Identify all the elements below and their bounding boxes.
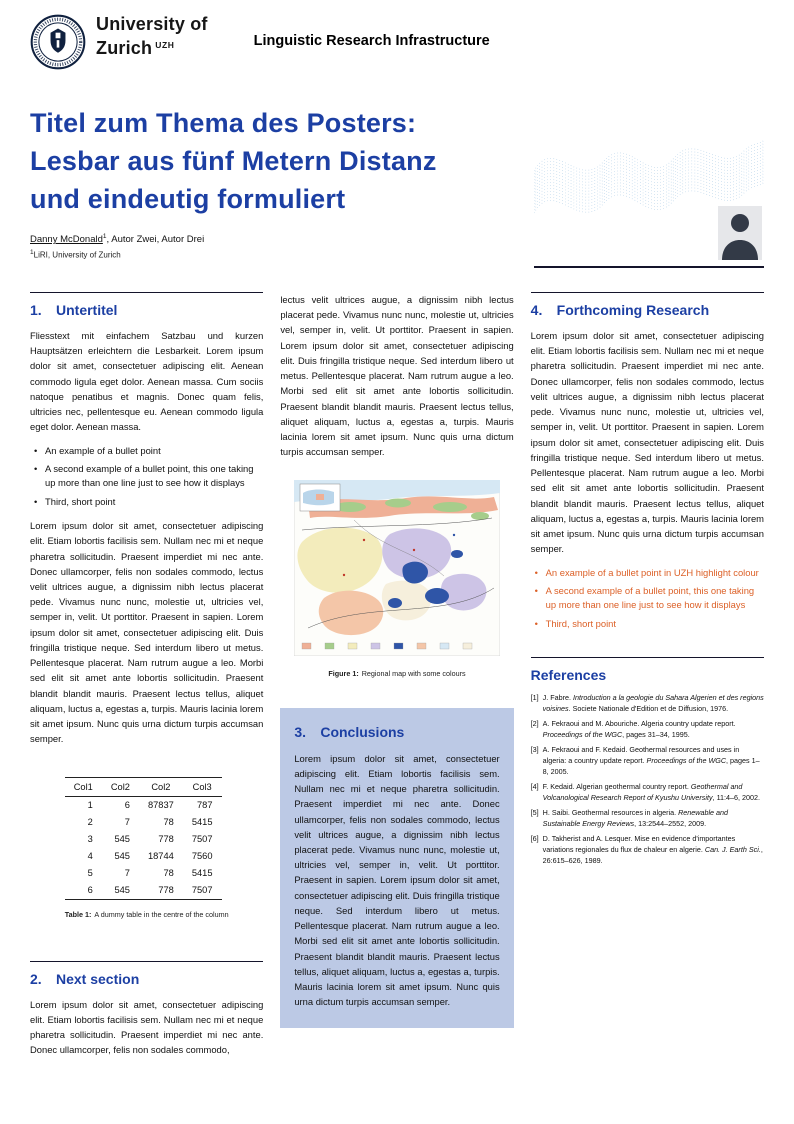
column-2: [280, 292, 513, 1058]
table-caption-label: Table 1:: [64, 909, 92, 919]
table-caption: [65, 910, 229, 919]
reference-item: [4] F. Kedaid. Algerian geothermal country report. Geothermal and Volcanological Research Report of Kyushu University, 11:4–6, 2002.: [530, 782, 761, 802]
title-block: [0, 70, 500, 260]
section-4-bullet-list: [534, 566, 764, 631]
column-3: [531, 292, 764, 1058]
authors-rest: , Autor Zwei, Autor Drei: [106, 234, 205, 246]
section-4-paragraph: Lorem ipsum dolor sit amet, consectetuer adipiscing elit. Etiam lobortis facilisis sem. Nullam nec mi et neque pharetra sollicitudin. Praesent imperdiet mi nec ante. Donec ullamcorper, felis non sodales commodo, lectus velit ultrices augue, a dignissim nibh lectus placerat pede. Vivamus nunc nunc, molestie ut, ultricies vel, semper in, velit. Ut porttitor. Praesent in sapien. Lorem ipsum dolor sit amet, consectetuer adipiscing elit. Duis fringilla tristique neque. Sed interdum libero ut metus. Pellentesque placerat. Nam rutrum augue a leo. Morbi sed elit sit amet ante lobortis sollicitudin. Praesent blandit blandit mauris. Praesent lectus tellus, aliquet aliquam, luctus a, egestas a, turpis. Mauris lacinia lorem sit amet ipsum. Nunc quis urna dictum turpis accumsan semper.: [530, 330, 764, 555]
table-cell: 6: [124, 800, 130, 811]
authors-line: [30, 233, 470, 245]
references-list: [531, 693, 764, 867]
table-caption-text: A dummy table in the centre of the column: [94, 909, 229, 919]
reference-item: [5] H. Saibi. Geothermal resources in algeria. Renewable and Sustainable Energy Reviews, 13:2544–2552, 2009.: [530, 808, 729, 828]
poster-title-line1: Titel zum Thema des Posters:: [30, 108, 417, 138]
reference-item: [1] J. Fabre. Introduction a la geologie du Sahara Algerien et des regions voisines. Societe Nationale d'Edition et de Diffusion, 1976.: [530, 692, 764, 713]
table-cell: 7560: [191, 851, 213, 862]
section-2-rule: [30, 961, 263, 962]
section-3-heading: [294, 724, 499, 740]
table-cell: 18744: [147, 851, 174, 862]
uzh-seal-logo-icon: [30, 14, 86, 70]
bullet-item: • An example of a bullet point: [33, 444, 263, 458]
table-header-cell: Col3: [192, 781, 212, 792]
table-header-cell: Col2: [151, 781, 171, 792]
table-cell: 778: [158, 885, 174, 896]
table-cell: 78: [163, 868, 174, 879]
table-cell: 6: [87, 885, 93, 896]
infrastructure-title: Linguistic Research Infrastructure: [253, 33, 490, 49]
references-rule: [531, 657, 764, 658]
section-4-rule: [531, 292, 764, 293]
table-header-cell: Col2: [110, 781, 130, 792]
dummy-table-body: [65, 796, 222, 899]
section-1-paragraph-2: Lorem ipsum dolor sit amet, consectetuer adipiscing elit. Etiam lobortis facilisis sem. Nullam nec mi et neque pharetra sollicitudin. Praesent imperdiet mi nec ante. Donec ullamcorper, felis non sodales commodo, lectus velit ultrices augue, a dignissim nibh lectus placerat pede. Vivamus nunc nunc, molestie ut, ultricies vel, semper in, velit. Ut porttitor. Praesent in sapien. Lorem ipsum dolor sit amet, consectetuer adipiscing elit. Duis fringilla tristique neque. Sed interdum libero ut metus. Pellentesque placerat. Nam rutrum augue a leo. Morbi sed elit sit amet ante lobortis sollicitudin. Praesent blandit blandit mauris. Praesent lectus tellus, aliquet aliquam, luctus a, egestas a, turpis. Mauris lacinia lorem sit amet ipsum. Nunc quis urna dictum turpis accumsan semper.: [30, 520, 264, 745]
table-cell: 545: [114, 851, 130, 862]
masthead-rule: [534, 266, 764, 268]
author-footnote-mark: 1: [102, 233, 107, 240]
table-row: [65, 796, 222, 814]
figure-caption-text: Regional map with some colours: [361, 668, 466, 678]
table-header-cell: Col1: [73, 781, 93, 792]
section-2-title: Next section: [56, 970, 140, 987]
affiliation-line: [30, 249, 470, 260]
table-cell: 7: [124, 817, 130, 828]
uzh-abbreviation: UZH: [155, 40, 175, 50]
table-cell: 545: [114, 834, 130, 845]
section-1-number: 1.: [30, 302, 42, 318]
table-row: [65, 848, 222, 865]
table-cell: 78: [163, 817, 174, 828]
university-line2: Zurich: [96, 38, 153, 58]
table-row: [65, 814, 222, 831]
references-heading: References: [530, 666, 607, 683]
poster-title-line2: Lesbar aus fünf Metern Distanz: [30, 146, 437, 176]
table-cell: 787: [197, 800, 213, 811]
table-cell: 7507: [191, 885, 213, 896]
section-4-number: 4.: [530, 302, 543, 318]
section-4-title: Forthcoming Research: [556, 302, 710, 318]
section-2-heading: [30, 971, 263, 987]
section-2: [30, 961, 263, 1058]
table-cell: 1: [87, 800, 93, 811]
table-cell: 7: [124, 868, 130, 879]
section-1-title: Untertitel: [56, 302, 118, 318]
content-columns: [30, 292, 764, 1058]
table-row: [65, 865, 222, 882]
section-2-number: 2.: [30, 970, 42, 987]
table-cell: 5: [87, 868, 93, 879]
section-3-title: Conclusions: [320, 723, 405, 740]
section-1-paragraph-1: Fliesstext mit einfachem Satzbau und kurzen Hauptsätzen erleichtern die Lesbarkeit. Lorem ipsum dolor sit amet, consectetuer adipiscing elit. Aenean commodo ligula eget dolor. Aenean massa. Cum sociis natoque penatibus et magnis. Donec quam felis, ultricies nec, pellentesque eu. Aenean commodo ligula eget dolor. Aenean massa.: [30, 330, 264, 433]
reference-item: [2] A. Fekraoui and M. Abouriche. Algeria country update report. Proceedings of the WGC, pages 31–34, 1995.: [530, 719, 736, 739]
regional-map-image: [294, 480, 500, 661]
reference-item: [6] D. Takherist and A. Lesquer. Mise en evidence d'importantes variations regionales du flux de chaleur en algerie. Can. J. Earth Sci., 26:615–626, 1989.: [530, 834, 763, 865]
author-primary: Danny McDonald: [30, 234, 103, 246]
poster-title-line3: und eindeutig formuliert: [30, 184, 346, 214]
section-3-paragraph: Lorem ipsum dolor sit amet, consectetuer adipiscing elit. Etiam lobortis facilisis sem. Nullam nec mi et neque pharetra sollicitudin. Praesent imperdiet mi nec ante. Donec ullamcorper, felis non sodales commodo, lectus velit ultrices augue, a dignissim nibh lectus placerat pede. Vivamus nunc nunc, molestie ut, ultricies vel, semper in, velit. Ut porttitor. Praesent in sapien. Lorem ipsum dolor sit amet, consectetuer adipiscing elit. Duis fringilla tristique neque. Sed interdum libero ut metus. Pellentesque placerat. Nam rutrum augue a leo. Morbi sed elit sit amet ante lobortis sollicitudin. Praesent blandit blandit mauris. Praesent lectus tellus, aliquet aliquam, luctus a, egestas a, turpis. Mauris lacinia lorem sit amet ipsum. Nunc quis urna dictum turpis accumsan semper.: [294, 752, 500, 1008]
table-cell: 5415: [191, 868, 213, 879]
table-cell: 4: [87, 851, 93, 862]
bullet-item: • An example of a bullet point in UZH highlight colour: [534, 566, 764, 580]
table-cell: 7507: [191, 834, 213, 845]
continuation-paragraph: lectus velit ultrices augue, a dignissim nibh lectus placerat pede. Vivamus nunc nunc, molestie ut, ultricies vel, semper in, velit. Ut porttitor. Praesent in sapien. Lorem ipsum dolor sit amet, consectetuer adipiscing elit. Duis fringilla tristique neque. Sed interdum libero ut metus. Pellentesque placerat. Nam rutrum augue a leo. Morbi sed elit sit amet ante lobortis sollicitudin. Praesent blandit blandit mauris. Praesent lectus tellus, aliquet aliquam, luctus a, egestas a, turpis. Mauris lacinia lorem sit amet ipsum. Nunc quis urna dictum turpis accumsan semper.: [280, 294, 514, 458]
bullet-item: • A second example of a bullet point, this one taking up more than one line just to see how it displays: [33, 462, 263, 490]
reference-item: [3] A. Fekraoui and F. Kedaid. Geothermal resources and uses in algeria: a country update report. Proceedings of the WGC, pages 1–8, 2005.: [530, 745, 760, 776]
section-1-heading: [30, 302, 263, 318]
bullet-item: • Third, short point: [534, 617, 764, 631]
section-1-rule: [30, 292, 263, 293]
table-cell: 3: [87, 834, 93, 845]
figure-1: [294, 480, 500, 678]
section-1-bullet-list: [33, 444, 263, 509]
university-wordmark: [96, 14, 208, 59]
table-cell: 5415: [191, 817, 213, 828]
affiliation-text: LiRI, University of Zurich: [33, 250, 121, 260]
column-1: [30, 292, 263, 1058]
table-cell: 2: [87, 817, 93, 828]
affiliation-footnote-mark: 1: [30, 249, 34, 257]
dummy-table-wrap: [65, 777, 229, 919]
university-line1: University of: [96, 14, 208, 34]
bullet-item: • A second example of a bullet point, this one taking up more than one line just to see how it displays: [534, 584, 764, 612]
table-cell: 87837: [147, 800, 174, 811]
table-row: [65, 831, 222, 848]
references-section: [531, 657, 764, 867]
avatar: [718, 206, 762, 265]
table-cell: 778: [158, 834, 174, 845]
figure-caption-label: Figure 1:: [328, 668, 359, 678]
dummy-table-header-row: [65, 777, 222, 796]
table-cell: 545: [114, 885, 130, 896]
section-2-paragraph: Lorem ipsum dolor sit amet, consectetuer adipiscing elit. Etiam lobortis facilisis sem. Nullam nec mi et neque pharetra sollicitudin. Praesent imperdiet mi nec ante. Donec ullamcorper, felis non sodales commodo,: [30, 998, 264, 1056]
header: [0, 0, 794, 70]
bullet-item: • Third, short point: [33, 495, 263, 509]
section-4-heading: [531, 302, 764, 318]
section-3-number: 3.: [294, 723, 307, 740]
figure-caption: [294, 669, 500, 678]
masthead-decoration: [534, 134, 764, 270]
table-row: [65, 882, 222, 900]
dummy-table: [65, 777, 222, 900]
poster-title: [30, 104, 470, 218]
conclusions-box: [280, 708, 513, 1028]
